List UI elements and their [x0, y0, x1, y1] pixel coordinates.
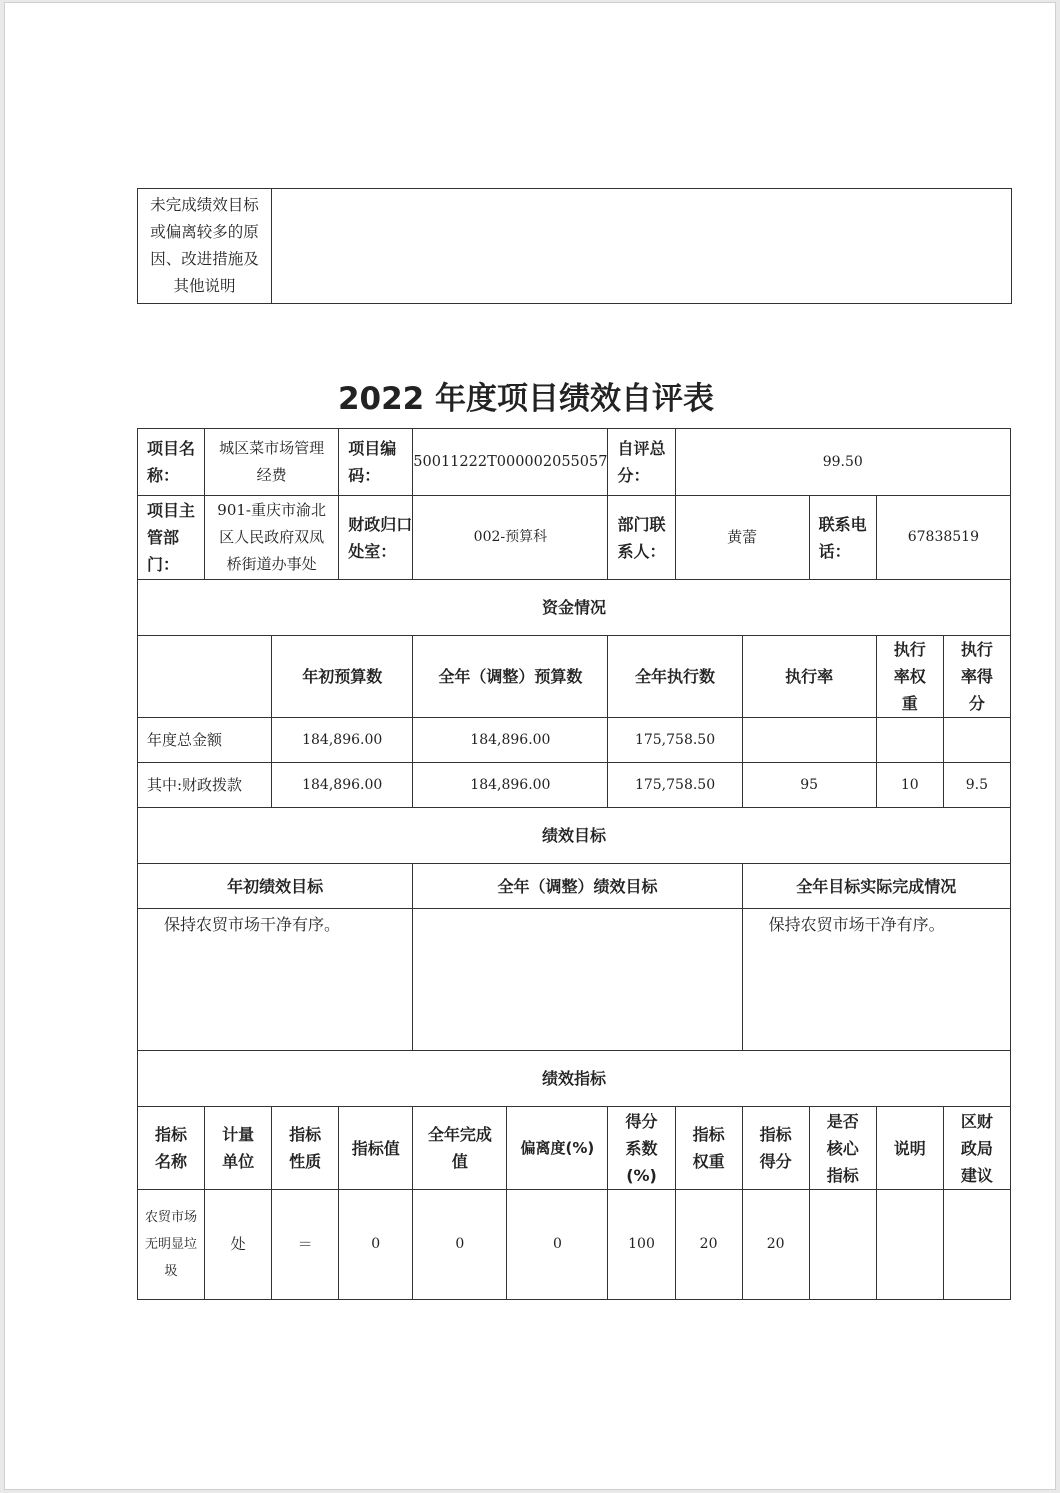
goals-section-title: 绩效目标 — [138, 808, 1011, 864]
funds-cell: 9.5 — [943, 763, 1010, 808]
ind-header-note: 说明 — [876, 1107, 943, 1190]
funds-row-fiscal — [138, 763, 1011, 808]
funds-cell: 10 — [876, 763, 943, 808]
funds-cell: 95 — [742, 763, 876, 808]
project-name-value: 城区菜市场管理经费 — [205, 429, 339, 496]
funds-header-row — [138, 636, 1011, 718]
remarks-table — [137, 188, 1012, 304]
goals-header-initial: 年初绩效目标 — [138, 864, 413, 909]
finance-office-value: 002-预算科 — [413, 496, 608, 580]
finance-office-label: 财政归口处室： — [339, 496, 413, 580]
phone-value: 67838519 — [876, 496, 1010, 580]
goals-header-adjusted: 全年（调整）绩效目标 — [413, 864, 742, 909]
ind-cell-score: 20 — [742, 1190, 809, 1300]
funds-cell: 184,896.00 — [413, 718, 608, 763]
indicators-section-title: 绩效指标 — [138, 1051, 1011, 1107]
ind-cell-unit: 处 — [205, 1190, 272, 1300]
funds-cell — [943, 718, 1010, 763]
remarks-value — [272, 189, 1012, 304]
ind-header-score: 指标得分 — [742, 1107, 809, 1190]
goals-value-row — [138, 909, 1011, 1051]
ind-cell-nature: ＝ — [272, 1190, 339, 1300]
funds-cell: 184,896.00 — [272, 763, 413, 808]
dept-value: 901-重庆市渝北区人民政府双凤桥街道办事处 — [205, 496, 339, 580]
goals-actual-value: 保持农贸市场干净有序。 — [742, 909, 1010, 1051]
funds-header-rate: 执行率 — [742, 636, 876, 718]
ind-header-advice: 区财政局建议 — [943, 1107, 1010, 1190]
phone-label: 联系电话： — [809, 496, 876, 580]
funds-header-weight: 执行率权重 — [876, 636, 943, 718]
ind-cell-completed: 0 — [413, 1190, 507, 1300]
contact-value: 黄蕾 — [675, 496, 809, 580]
goals-initial-value: 保持农贸市场干净有序。 — [138, 909, 413, 1051]
funds-cell: 175,758.50 — [608, 763, 742, 808]
ind-cell-advice — [943, 1190, 1010, 1300]
ind-cell-name: 农贸市场无明显垃圾 — [138, 1190, 205, 1300]
funds-header-score: 执行率得分 — [943, 636, 1010, 718]
funds-cell: 184,896.00 — [413, 763, 608, 808]
ind-cell-deviation: 0 — [507, 1190, 608, 1300]
funds-row-label: 其中:财政拨款 — [138, 763, 272, 808]
dept-label: 项目主管部门： — [138, 496, 205, 580]
ind-header-nature: 指标性质 — [272, 1107, 339, 1190]
project-code-label: 项目编码： — [339, 429, 413, 496]
contact-label: 部门联系人： — [608, 496, 675, 580]
funds-cell: 175,758.50 — [608, 718, 742, 763]
ind-header-deviation: 偏离度(%) — [507, 1107, 608, 1190]
funds-cell — [742, 718, 876, 763]
goals-adjusted-value — [413, 909, 742, 1051]
indicators-header-row — [138, 1107, 1011, 1190]
funds-row-total — [138, 718, 1011, 763]
ind-header-coefficient: 得分系数(%) — [608, 1107, 675, 1190]
funds-section-title: 资金情况 — [138, 580, 1011, 636]
ind-cell-weight: 20 — [675, 1190, 742, 1300]
goals-header-actual: 全年目标实际完成情况 — [742, 864, 1010, 909]
score-label: 自评总分： — [608, 429, 675, 496]
ind-header-weight: 指标权重 — [675, 1107, 742, 1190]
funds-header-blank — [138, 636, 272, 718]
evaluation-table — [137, 428, 1011, 1300]
info-row-2 — [138, 496, 1011, 580]
goals-header-row — [138, 864, 1011, 909]
project-name-label: 项目名称： — [138, 429, 205, 496]
funds-header-adjusted: 全年（调整）预算数 — [413, 636, 608, 718]
ind-header-unit: 计量单位 — [205, 1107, 272, 1190]
funds-row-label: 年度总金额 — [138, 718, 272, 763]
ind-header-name: 指标名称 — [138, 1107, 205, 1190]
remarks-label: 未完成绩效目标或偏离较多的原因、改进措施及其他说明 — [138, 189, 272, 304]
ind-cell-coefficient: 100 — [608, 1190, 675, 1300]
score-value: 99.50 — [675, 429, 1010, 496]
form-title: 2022 年度项目绩效自评表 — [337, 381, 715, 417]
ind-header-completed: 全年完成值 — [413, 1107, 507, 1190]
ind-header-target: 指标值 — [339, 1107, 413, 1190]
funds-header-initial: 年初预算数 — [272, 636, 413, 718]
ind-cell-core — [809, 1190, 876, 1300]
ind-header-core: 是否核心指标 — [809, 1107, 876, 1190]
project-code-value: 50011222T000002055057 — [413, 429, 608, 496]
funds-cell: 184,896.00 — [272, 718, 413, 763]
ind-cell-note — [876, 1190, 943, 1300]
indicator-row — [138, 1190, 1011, 1300]
funds-cell — [876, 718, 943, 763]
ind-cell-target: 0 — [339, 1190, 413, 1300]
info-row-1 — [138, 429, 1011, 496]
funds-header-executed: 全年执行数 — [608, 636, 742, 718]
